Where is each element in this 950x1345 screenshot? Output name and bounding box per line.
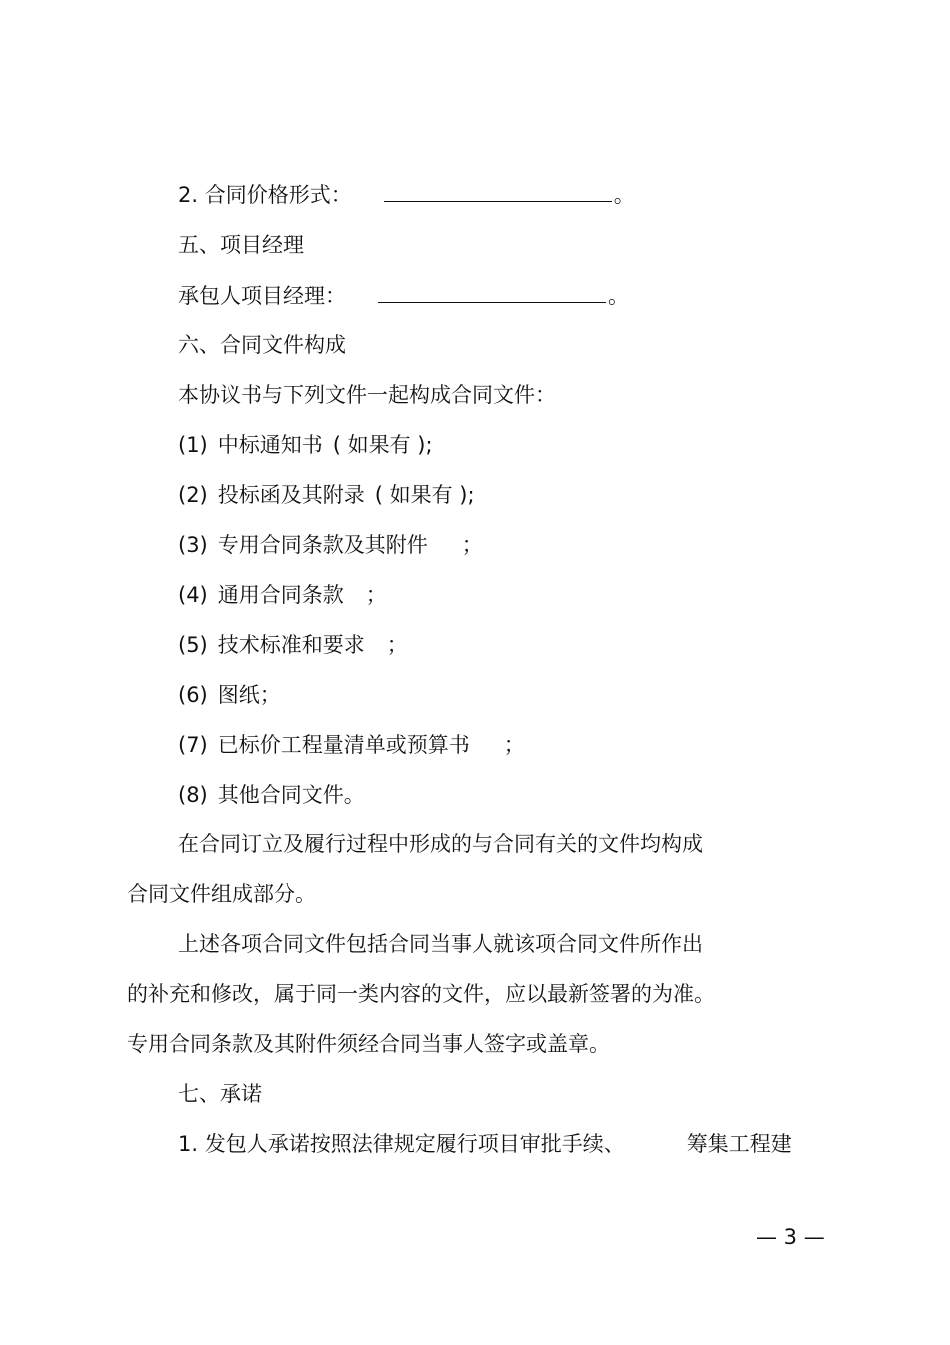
list-item-number: (4) xyxy=(178,583,208,607)
list-item-suffix: ； xyxy=(461,533,483,557)
page-number: — 3 — xyxy=(756,1225,825,1249)
commitment-text-part2: 筹集工程建 xyxy=(686,1132,792,1156)
paragraph-line: 的补充和修改，属于同一类内容的文件，应以最新签署的为准。 xyxy=(127,982,715,1006)
paragraph-line: 在合同订立及履行过程中形成的与合同有关的文件均构成 xyxy=(178,832,703,856)
list-item-number: (5) xyxy=(178,633,208,657)
list-item-suffix: ( 如果有 ); xyxy=(374,483,475,507)
list-item-number: (6) xyxy=(178,683,208,707)
contract-price-label: 2. 合同价格形式： xyxy=(178,183,352,207)
list-item-number: (3) xyxy=(178,533,208,557)
project-manager-blank xyxy=(378,282,606,303)
list-item-suffix: ( 如果有 ); xyxy=(332,433,433,457)
list-item-suffix: ； xyxy=(365,583,387,607)
list-item-number: (2) xyxy=(178,483,208,507)
list-item-suffix: ； xyxy=(386,633,408,657)
list-item xyxy=(178,730,525,760)
list-item xyxy=(178,480,475,510)
list-item-text: 技术标准和要求 xyxy=(217,633,365,657)
list-item-number: (1) xyxy=(178,433,208,457)
section6-intro: 本协议书与下列文件一起构成合同文件： xyxy=(178,383,556,407)
list-item xyxy=(178,680,281,710)
list-item-suffix: ； xyxy=(503,733,525,757)
list-item xyxy=(178,780,365,810)
list-item-text: 其他合同文件。 xyxy=(217,783,365,807)
paragraph-line: 上述各项合同文件包括合同当事人就该项合同文件所作出 xyxy=(178,932,703,956)
list-item xyxy=(178,580,387,610)
list-item-text: 通用合同条款 xyxy=(217,583,344,607)
paragraph-line: 专用合同条款及其附件须经合同当事人签字或盖章。 xyxy=(127,1032,610,1056)
list-item-number: (7) xyxy=(178,733,208,757)
paragraph-line: 合同文件组成部分。 xyxy=(127,882,316,906)
project-manager-label: 承包人项目经理： xyxy=(178,284,346,308)
section6-heading: 六、合同文件构成 xyxy=(178,333,346,357)
section7-heading: 七、承诺 xyxy=(178,1082,262,1106)
contract-price-blank xyxy=(384,181,612,202)
commitment-text-part1: 1. 发包人承诺按照法律规定履行项目审批手续、 xyxy=(178,1132,625,1156)
list-item xyxy=(178,530,483,560)
project-manager-end: 。 xyxy=(608,284,629,308)
list-item xyxy=(178,430,433,460)
contract-price-line xyxy=(178,180,635,210)
list-item-text: 专用合同条款及其附件 xyxy=(217,533,428,557)
list-item-number: (8) xyxy=(178,783,208,807)
section5-heading: 五、项目经理 xyxy=(178,233,304,257)
contract-price-end: 。 xyxy=(613,183,635,207)
list-item-text: 中标通知书 xyxy=(217,433,323,457)
list-item-text: 图纸； xyxy=(217,683,281,707)
list-item-text: 投标函及其附录 xyxy=(217,483,365,507)
list-item-text: 已标价工程量清单或预算书 xyxy=(217,733,470,757)
paragraph-line xyxy=(178,1129,792,1159)
list-item xyxy=(178,630,408,660)
project-manager-line xyxy=(178,281,629,311)
